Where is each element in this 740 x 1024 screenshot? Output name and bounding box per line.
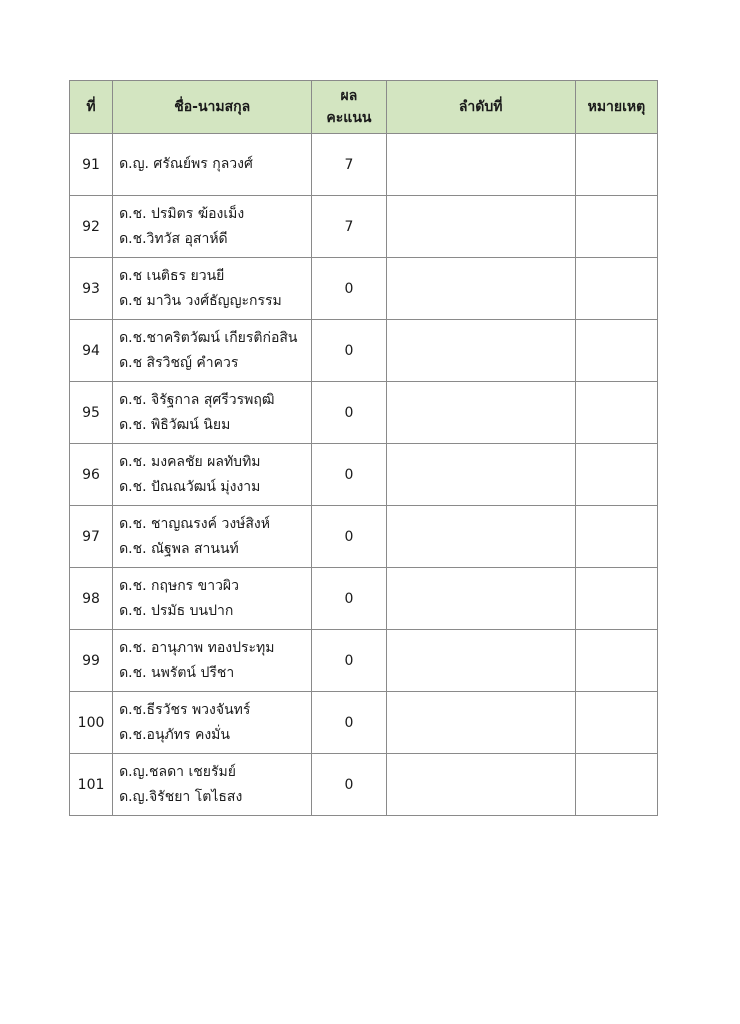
student-name: ด.ญ. ศรัณย์พร กุลวงศ์ [119, 156, 253, 172]
cell-names [113, 134, 312, 196]
cell-number: 95 [70, 382, 113, 444]
student-name: ด.ช มาวิน วงศ์ธัญญะกรรม [119, 292, 282, 309]
cell-rank [386, 196, 575, 258]
cell-number: 98 [70, 568, 113, 630]
cell-note [575, 196, 657, 258]
cell-note [575, 382, 657, 444]
student-name: ด.ช. กฤษกร ขาวผิว [119, 577, 239, 594]
cell-names [113, 692, 312, 754]
header-name: ชื่อ-นามสกุล [113, 81, 312, 134]
cell-rank [386, 754, 575, 816]
header-rank: ลำดับที่ [386, 81, 575, 134]
cell-score: 0 [312, 754, 386, 816]
table-row [70, 196, 658, 258]
cell-number: 94 [70, 320, 113, 382]
cell-names [113, 258, 312, 320]
cell-number: 101 [70, 754, 113, 816]
cell-note [575, 258, 657, 320]
table-row [70, 444, 658, 506]
cell-score: 0 [312, 630, 386, 692]
student-name: ด.ช. อานุภาพ ทองประทุม [119, 639, 275, 656]
cell-number: 100 [70, 692, 113, 754]
cell-rank [386, 320, 575, 382]
cell-score: 0 [312, 382, 386, 444]
student-name: ด.ญ.ชลดา เชยรัมย์ [119, 763, 236, 780]
cell-number: 99 [70, 630, 113, 692]
student-name: ด.ช.ชาคริตวัฒน์ เกียรติก่อสิน [119, 329, 298, 346]
header-score-line2: คะแนน [326, 110, 372, 126]
cell-score: 0 [312, 692, 386, 754]
cell-score: 7 [312, 196, 386, 258]
cell-names [113, 382, 312, 444]
student-name: ด.ช สิรวิชญ์ คำควร [119, 354, 239, 371]
cell-names [113, 754, 312, 816]
header-row [70, 81, 658, 134]
cell-rank [386, 444, 575, 506]
student-name: ด.ช. ชาญณรงค์ วงษ์สิงห์ [119, 515, 270, 532]
cell-score: 0 [312, 568, 386, 630]
cell-score: 0 [312, 320, 386, 382]
table-row [70, 568, 658, 630]
student-name: ด.ช.วิทวัส อุสาห์ดี [119, 230, 228, 247]
cell-rank [386, 630, 575, 692]
cell-rank [386, 692, 575, 754]
student-name: ด.ช. ปรมัธ บนปาก [119, 602, 234, 619]
student-name: ด.ช. ปัณณวัฒน์ มุ่งงาม [119, 478, 261, 495]
cell-score: 0 [312, 444, 386, 506]
cell-names [113, 196, 312, 258]
cell-note [575, 692, 657, 754]
cell-note [575, 134, 657, 196]
student-name: ด.ช.ธีรวัชร พวงจันทร์ [119, 701, 251, 718]
table-row [70, 382, 658, 444]
cell-number: 91 [70, 134, 113, 196]
cell-number: 96 [70, 444, 113, 506]
student-name: ด.ช. มงคลชัย ผลทับทิม [119, 453, 261, 470]
cell-number: 97 [70, 506, 113, 568]
cell-names [113, 506, 312, 568]
student-name: ด.ช เนติธร ยวนยี [119, 267, 225, 284]
cell-note [575, 754, 657, 816]
table-row [70, 692, 658, 754]
cell-number: 92 [70, 196, 113, 258]
student-name: ด.ช. ณัฐพล สานนท์ [119, 540, 239, 557]
cell-rank [386, 258, 575, 320]
cell-note [575, 568, 657, 630]
cell-rank [386, 134, 575, 196]
results-table [69, 80, 658, 816]
header-score [312, 81, 386, 134]
table-row [70, 506, 658, 568]
table-row [70, 320, 658, 382]
student-name: ด.ช. พิธิวัฒน์ นิยม [119, 416, 231, 433]
cell-names [113, 444, 312, 506]
header-no: ที่ [70, 81, 113, 134]
cell-note [575, 506, 657, 568]
cell-names [113, 320, 312, 382]
cell-rank [386, 568, 575, 630]
student-name: ด.ช. ปรมิตร ฆ้องเม็ง [119, 205, 245, 222]
cell-names [113, 630, 312, 692]
cell-note [575, 320, 657, 382]
cell-rank [386, 382, 575, 444]
student-name: ด.ช. นพรัตน์ ปรีชา [119, 664, 235, 681]
table-row [70, 630, 658, 692]
table-row [70, 134, 658, 196]
table-row [70, 754, 658, 816]
cell-note [575, 630, 657, 692]
student-name: ด.ช.อนุภัทร คงมั่น [119, 726, 230, 743]
table-row [70, 258, 658, 320]
header-note: หมายเหตุ [575, 81, 657, 134]
student-name: ด.ญ.จิรัชยา โตไธสง [119, 788, 243, 805]
cell-names [113, 568, 312, 630]
cell-score: 0 [312, 258, 386, 320]
cell-score: 0 [312, 506, 386, 568]
cell-number: 93 [70, 258, 113, 320]
header-score-line1: ผล [340, 88, 358, 104]
cell-score: 7 [312, 134, 386, 196]
cell-note [575, 444, 657, 506]
student-name: ด.ช. จิรัฐกาล สุศรีวรพฤฒิ [119, 391, 275, 408]
cell-rank [386, 506, 575, 568]
table-body [70, 134, 658, 816]
